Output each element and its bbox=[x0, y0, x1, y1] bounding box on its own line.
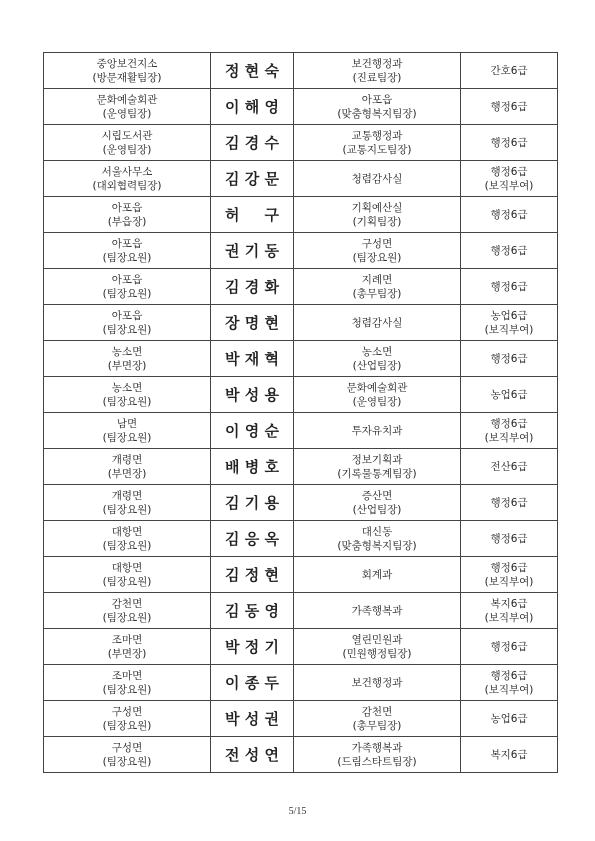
new-post-cell-line: (드림스타트팀장) bbox=[337, 755, 417, 768]
employee-name-char: 옥 bbox=[264, 529, 279, 548]
grade-cell bbox=[461, 161, 558, 197]
new-post-cell-line: 농소면 bbox=[361, 345, 393, 358]
previous-post-cell-line: (부면장) bbox=[107, 359, 147, 372]
employee-name-cell bbox=[211, 449, 294, 485]
new-post-cell-line: 아포읍 bbox=[361, 93, 393, 106]
previous-post-cell-line: (팀장요원) bbox=[102, 395, 152, 408]
grade-cell-line: 행정6급 bbox=[490, 280, 528, 293]
previous-post-cell bbox=[44, 305, 211, 341]
previous-post-cell bbox=[44, 233, 211, 269]
employee-name-char: 성 bbox=[244, 709, 260, 728]
employee-name-char: 용 bbox=[264, 493, 279, 512]
employee-name-char: 이 bbox=[225, 421, 240, 440]
new-post-cell-line: (민원행정팀장) bbox=[342, 647, 412, 660]
employee-name-char: 박 bbox=[225, 385, 240, 404]
previous-post-cell-line: 대항면 bbox=[111, 561, 143, 574]
employee-name-cell bbox=[211, 485, 294, 521]
new-post-cell-line: 가족행복과 bbox=[351, 741, 403, 754]
previous-post-cell-line: 농소면 bbox=[111, 345, 143, 358]
employee-name-char: 순 bbox=[264, 421, 279, 440]
previous-post-cell-line: 아포읍 bbox=[111, 273, 143, 286]
new-post-cell bbox=[294, 197, 461, 233]
previous-post-cell bbox=[44, 665, 211, 701]
previous-post-cell-line: (팀장요원) bbox=[102, 755, 152, 768]
table-row bbox=[44, 269, 558, 305]
previous-post-cell-line: 중앙보건지소 bbox=[96, 57, 158, 70]
previous-post-cell-line: (부면장) bbox=[107, 647, 147, 660]
employee-name-char: 종 bbox=[244, 673, 260, 692]
grade-cell-line: 복지6급 bbox=[490, 597, 528, 610]
table-row bbox=[44, 521, 558, 557]
employee-name-cell bbox=[211, 89, 294, 125]
employee-name-char: 김 bbox=[225, 169, 240, 188]
table-row bbox=[44, 125, 558, 161]
previous-post-cell-line: 구성면 bbox=[111, 705, 143, 718]
table-row bbox=[44, 629, 558, 665]
new-post-cell-line: 청렴감사실 bbox=[351, 172, 403, 185]
previous-post-cell bbox=[44, 449, 211, 485]
new-post-cell-line: 청렴감사실 bbox=[351, 316, 403, 329]
previous-post-cell-line: 조마면 bbox=[111, 633, 143, 646]
employee-name-cell bbox=[211, 161, 294, 197]
new-post-cell-line: (운영팀장) bbox=[352, 395, 402, 408]
employee-name-char: 연 bbox=[264, 745, 279, 764]
new-post-cell bbox=[294, 665, 461, 701]
table-row bbox=[44, 377, 558, 413]
previous-post-cell-line: (팀장요원) bbox=[102, 575, 152, 588]
previous-post-cell-line: 아포읍 bbox=[111, 309, 143, 322]
employee-name-char: 김 bbox=[225, 565, 240, 584]
grade-cell-line: 행정6급 bbox=[490, 496, 528, 509]
grade-cell bbox=[461, 305, 558, 341]
new-post-cell-line: 열린민원과 bbox=[351, 633, 403, 646]
new-post-cell-line: (맞춤형복지팀장) bbox=[337, 107, 417, 120]
employee-name-char: 기 bbox=[244, 493, 260, 512]
employee-name-char: 문 bbox=[264, 169, 279, 188]
employee-name-char: 권 bbox=[225, 241, 240, 260]
employee-name-char: 명 bbox=[244, 313, 260, 332]
employee-name-char: 정 bbox=[244, 565, 260, 584]
grade-cell-line: (보직부여) bbox=[484, 431, 534, 444]
new-post-cell bbox=[294, 305, 461, 341]
employee-name-char: 전 bbox=[225, 745, 240, 764]
grade-cell-line: 농업6급 bbox=[490, 388, 528, 401]
previous-post-cell bbox=[44, 161, 211, 197]
employee-name-char: 박 bbox=[225, 349, 240, 368]
previous-post-cell bbox=[44, 197, 211, 233]
new-post-cell-line: (맞춤형복지팀장) bbox=[337, 539, 417, 552]
previous-post-cell-line: (팀장요원) bbox=[102, 287, 152, 300]
employee-name bbox=[211, 61, 293, 80]
employee-name-char: 김 bbox=[225, 133, 240, 152]
employee-name-cell bbox=[211, 521, 294, 557]
previous-post-cell bbox=[44, 53, 211, 89]
new-post-cell bbox=[294, 413, 461, 449]
previous-post-cell-line: (부면장) bbox=[107, 467, 147, 480]
grade-cell-line: (보직부여) bbox=[484, 575, 534, 588]
employee-name-cell bbox=[211, 269, 294, 305]
employee-name bbox=[211, 205, 293, 224]
previous-post-cell bbox=[44, 593, 211, 629]
employee-name-char: 두 bbox=[264, 673, 279, 692]
employee-name-cell bbox=[211, 557, 294, 593]
employee-name-char: 동 bbox=[264, 241, 279, 260]
employee-name-cell bbox=[211, 125, 294, 161]
employee-name-char: 동 bbox=[244, 601, 260, 620]
new-post-cell bbox=[294, 269, 461, 305]
employee-name-char: 김 bbox=[225, 277, 240, 296]
grade-cell bbox=[461, 701, 558, 737]
new-post-cell-line: 지례면 bbox=[361, 273, 393, 286]
previous-post-cell-line: (팀장요원) bbox=[102, 251, 152, 264]
new-post-cell-line: 보건행정과 bbox=[351, 57, 403, 70]
table-row bbox=[44, 557, 558, 593]
employee-name-char: 성 bbox=[244, 385, 260, 404]
employee-name bbox=[211, 349, 293, 368]
employee-name-char: 혁 bbox=[264, 349, 279, 368]
previous-post-cell bbox=[44, 737, 211, 773]
grade-cell bbox=[461, 557, 558, 593]
table-row bbox=[44, 449, 558, 485]
employee-name-cell bbox=[211, 629, 294, 665]
employee-name bbox=[211, 745, 293, 764]
employee-name-cell bbox=[211, 233, 294, 269]
employee-name-char: 현 bbox=[264, 313, 279, 332]
employee-name-char: 김 bbox=[225, 529, 240, 548]
new-post-cell-line: (진료팀장) bbox=[352, 71, 402, 84]
employee-name-cell bbox=[211, 701, 294, 737]
employee-name-char: 기 bbox=[244, 241, 260, 260]
new-post-cell bbox=[294, 737, 461, 773]
table-row bbox=[44, 701, 558, 737]
table-row bbox=[44, 197, 558, 233]
employee-name bbox=[211, 385, 293, 404]
employee-name-char: 김 bbox=[225, 601, 240, 620]
employee-name-char: 박 bbox=[225, 709, 240, 728]
employee-name-cell bbox=[211, 737, 294, 773]
employee-name-cell bbox=[211, 341, 294, 377]
employee-name-char: 용 bbox=[264, 385, 279, 404]
employee-name-char: 성 bbox=[244, 745, 260, 764]
grade-cell bbox=[461, 737, 558, 773]
employee-name-cell bbox=[211, 413, 294, 449]
employee-name bbox=[211, 529, 293, 548]
employee-name-char: 병 bbox=[244, 457, 260, 476]
previous-post-cell-line: (팀장요원) bbox=[102, 611, 152, 624]
previous-post-cell bbox=[44, 557, 211, 593]
previous-post-cell-line: (팀장요원) bbox=[102, 719, 152, 732]
new-post-cell bbox=[294, 701, 461, 737]
new-post-cell bbox=[294, 593, 461, 629]
new-post-cell bbox=[294, 341, 461, 377]
new-post-cell-line: 회계과 bbox=[361, 568, 393, 581]
grade-cell-line: (보직부여) bbox=[484, 179, 534, 192]
new-post-cell-line: (기획팀장) bbox=[352, 215, 402, 228]
employee-name-cell bbox=[211, 197, 294, 233]
employee-name-cell bbox=[211, 377, 294, 413]
grade-cell bbox=[461, 125, 558, 161]
table-row bbox=[44, 341, 558, 377]
employee-name bbox=[211, 169, 293, 188]
grade-cell-line: 행정6급 bbox=[490, 640, 528, 653]
previous-post-cell bbox=[44, 89, 211, 125]
grade-cell bbox=[461, 485, 558, 521]
personnel-table bbox=[43, 52, 558, 773]
previous-post-cell-line: 아포읍 bbox=[111, 237, 143, 250]
employee-name-char: 해 bbox=[244, 97, 260, 116]
previous-post-cell-line: (팀장요원) bbox=[102, 683, 152, 696]
grade-cell-line: 행정6급 bbox=[490, 208, 528, 221]
new-post-cell-line: 감천면 bbox=[361, 705, 393, 718]
employee-name bbox=[211, 133, 293, 152]
employee-name-char: 호 bbox=[264, 457, 279, 476]
grade-cell-line: 행정6급 bbox=[490, 165, 528, 178]
employee-name bbox=[211, 565, 293, 584]
grade-cell-line: 전산6급 bbox=[490, 460, 528, 473]
new-post-cell-line: (팀장요원) bbox=[352, 251, 402, 264]
grade-cell-line: 행정6급 bbox=[490, 136, 528, 149]
new-post-cell bbox=[294, 53, 461, 89]
employee-name-char: 배 bbox=[225, 457, 240, 476]
employee-name-char: 경 bbox=[244, 133, 260, 152]
previous-post-cell-line: 감천면 bbox=[111, 597, 143, 610]
previous-post-cell bbox=[44, 521, 211, 557]
grade-cell bbox=[461, 521, 558, 557]
employee-name bbox=[211, 313, 293, 332]
employee-name-char: 재 bbox=[244, 349, 260, 368]
previous-post-cell-line: (대외협력팀장) bbox=[92, 179, 162, 192]
employee-name bbox=[211, 601, 293, 620]
previous-post-cell-line: (운영팀장) bbox=[102, 143, 152, 156]
grade-cell bbox=[461, 341, 558, 377]
grade-cell bbox=[461, 413, 558, 449]
previous-post-cell-line: 남면 bbox=[116, 417, 138, 430]
employee-name bbox=[211, 709, 293, 728]
previous-post-cell-line: 개령면 bbox=[111, 489, 143, 502]
grade-cell-line: 행정6급 bbox=[490, 532, 528, 545]
previous-post-cell-line: (부읍장) bbox=[107, 215, 147, 228]
personnel-table-body bbox=[44, 53, 558, 773]
grade-cell bbox=[461, 197, 558, 233]
previous-post-cell bbox=[44, 377, 211, 413]
grade-cell-line: 복지6급 bbox=[490, 748, 528, 761]
grade-cell-line: 행정6급 bbox=[490, 561, 528, 574]
new-post-cell bbox=[294, 161, 461, 197]
employee-name-char: 이 bbox=[225, 97, 240, 116]
employee-name-char: 숙 bbox=[264, 61, 279, 80]
new-post-cell-line: (기록물통계팀장) bbox=[337, 467, 417, 480]
grade-cell bbox=[461, 89, 558, 125]
previous-post-cell-line: (팀장요원) bbox=[102, 323, 152, 336]
grade-cell-line: (보직부여) bbox=[484, 683, 534, 696]
new-post-cell-line: (교통지도팀장) bbox=[342, 143, 412, 156]
grade-cell-line: 행정6급 bbox=[490, 244, 528, 257]
grade-cell-line: 농업6급 bbox=[490, 712, 528, 725]
previous-post-cell bbox=[44, 485, 211, 521]
table-row bbox=[44, 413, 558, 449]
grade-cell bbox=[461, 665, 558, 701]
employee-name bbox=[211, 277, 293, 296]
previous-post-cell bbox=[44, 413, 211, 449]
previous-post-cell bbox=[44, 125, 211, 161]
employee-name-char: 장 bbox=[225, 313, 240, 332]
previous-post-cell-line: (팀장요원) bbox=[102, 539, 152, 552]
new-post-cell-line: 증산면 bbox=[361, 489, 393, 502]
grade-cell bbox=[461, 233, 558, 269]
employee-name-char: 수 bbox=[264, 133, 279, 152]
employee-name-char: 박 bbox=[225, 637, 240, 656]
employee-name bbox=[211, 493, 293, 512]
new-post-cell-line: 기획예산실 bbox=[351, 201, 403, 214]
new-post-cell-line: 투자유치과 bbox=[351, 424, 403, 437]
employee-name-char: 영 bbox=[264, 97, 279, 116]
employee-name-char: 구 bbox=[264, 205, 279, 224]
new-post-cell bbox=[294, 629, 461, 665]
grade-cell-line: 간호6급 bbox=[490, 64, 528, 77]
employee-name-char: 강 bbox=[244, 169, 260, 188]
previous-post-cell bbox=[44, 701, 211, 737]
previous-post-cell bbox=[44, 341, 211, 377]
previous-post-cell-line: 시립도서관 bbox=[101, 129, 153, 142]
previous-post-cell-line: 개령면 bbox=[111, 453, 143, 466]
grade-cell-line: 행정6급 bbox=[490, 669, 528, 682]
employee-name-char: 정 bbox=[244, 637, 260, 656]
employee-name-char: 기 bbox=[264, 637, 279, 656]
new-post-cell-line: (산업팀장) bbox=[352, 359, 402, 372]
previous-post-cell-line: (팀장요원) bbox=[102, 503, 152, 516]
table-row bbox=[44, 89, 558, 125]
table-row bbox=[44, 593, 558, 629]
new-post-cell-line: (산업팀장) bbox=[352, 503, 402, 516]
new-post-cell-line: 대신동 bbox=[361, 525, 393, 538]
grade-cell-line: 행정6급 bbox=[490, 100, 528, 113]
new-post-cell-line: 문화예술회관 bbox=[346, 381, 408, 394]
new-post-cell-line: (총무팀장) bbox=[352, 287, 402, 300]
table-row bbox=[44, 737, 558, 773]
previous-post-cell-line: 조마면 bbox=[111, 669, 143, 682]
previous-post-cell bbox=[44, 269, 211, 305]
previous-post-cell bbox=[44, 629, 211, 665]
table-row bbox=[44, 53, 558, 89]
employee-name-char: 현 bbox=[264, 565, 279, 584]
new-post-cell bbox=[294, 89, 461, 125]
previous-post-cell-line: (방문재활팀장) bbox=[92, 71, 162, 84]
employee-name-char: 현 bbox=[244, 61, 260, 80]
employee-name-cell bbox=[211, 305, 294, 341]
page-number: 5/15 bbox=[288, 806, 307, 817]
previous-post-cell-line: 문화예술회관 bbox=[96, 93, 158, 106]
new-post-cell-line: 가족행복과 bbox=[351, 604, 403, 617]
new-post-cell-line: 구성면 bbox=[361, 237, 393, 250]
employee-name bbox=[211, 421, 293, 440]
employee-name-char: 영 bbox=[264, 601, 279, 620]
new-post-cell bbox=[294, 485, 461, 521]
new-post-cell-line: (총무팀장) bbox=[352, 719, 402, 732]
previous-post-cell-line: (팀장요원) bbox=[102, 431, 152, 444]
grade-cell-line: 행정6급 bbox=[490, 352, 528, 365]
grade-cell bbox=[461, 593, 558, 629]
grade-cell-line: 농업6급 bbox=[490, 309, 528, 322]
grade-cell bbox=[461, 269, 558, 305]
previous-post-cell-line: 대항면 bbox=[111, 525, 143, 538]
table-row bbox=[44, 485, 558, 521]
employee-name-cell bbox=[211, 53, 294, 89]
employee-name bbox=[211, 457, 293, 476]
employee-name bbox=[211, 637, 293, 656]
new-post-cell bbox=[294, 125, 461, 161]
employee-name-char: 권 bbox=[264, 709, 279, 728]
previous-post-cell-line: 아포읍 bbox=[111, 201, 143, 214]
employee-name bbox=[211, 97, 293, 116]
new-post-cell bbox=[294, 377, 461, 413]
new-post-cell bbox=[294, 557, 461, 593]
employee-name-char: 영 bbox=[244, 421, 260, 440]
employee-name-cell bbox=[211, 665, 294, 701]
previous-post-cell-line: 구성면 bbox=[111, 741, 143, 754]
employee-name-char: 경 bbox=[244, 277, 260, 296]
employee-name-char: 허 bbox=[225, 205, 240, 224]
employee-name-cell bbox=[211, 593, 294, 629]
previous-post-cell-line: (운영팀장) bbox=[102, 107, 152, 120]
table-row bbox=[44, 665, 558, 701]
grade-cell bbox=[461, 53, 558, 89]
employee-name bbox=[211, 241, 293, 260]
previous-post-cell-line: 서울사무소 bbox=[101, 165, 153, 178]
employee-name-char: 화 bbox=[264, 277, 279, 296]
table-row bbox=[44, 161, 558, 197]
grade-cell-line: (보직부여) bbox=[484, 611, 534, 624]
grade-cell bbox=[461, 629, 558, 665]
new-post-cell-line: 교통행정과 bbox=[351, 129, 403, 142]
new-post-cell bbox=[294, 233, 461, 269]
employee-name-char: 정 bbox=[225, 61, 240, 80]
employee-name bbox=[211, 673, 293, 692]
grade-cell-line: 행정6급 bbox=[490, 417, 528, 430]
employee-name-char: 김 bbox=[225, 493, 240, 512]
grade-cell bbox=[461, 449, 558, 485]
previous-post-cell-line: 농소면 bbox=[111, 381, 143, 394]
table-row bbox=[44, 233, 558, 269]
grade-cell-line: (보직부여) bbox=[484, 323, 534, 336]
new-post-cell-line: 보건행정과 bbox=[351, 676, 403, 689]
grade-cell bbox=[461, 377, 558, 413]
employee-name-char: 응 bbox=[244, 529, 260, 548]
new-post-cell bbox=[294, 449, 461, 485]
new-post-cell-line: 정보기획과 bbox=[351, 453, 403, 466]
new-post-cell bbox=[294, 521, 461, 557]
table-row bbox=[44, 305, 558, 341]
employee-name-char: 이 bbox=[225, 673, 240, 692]
